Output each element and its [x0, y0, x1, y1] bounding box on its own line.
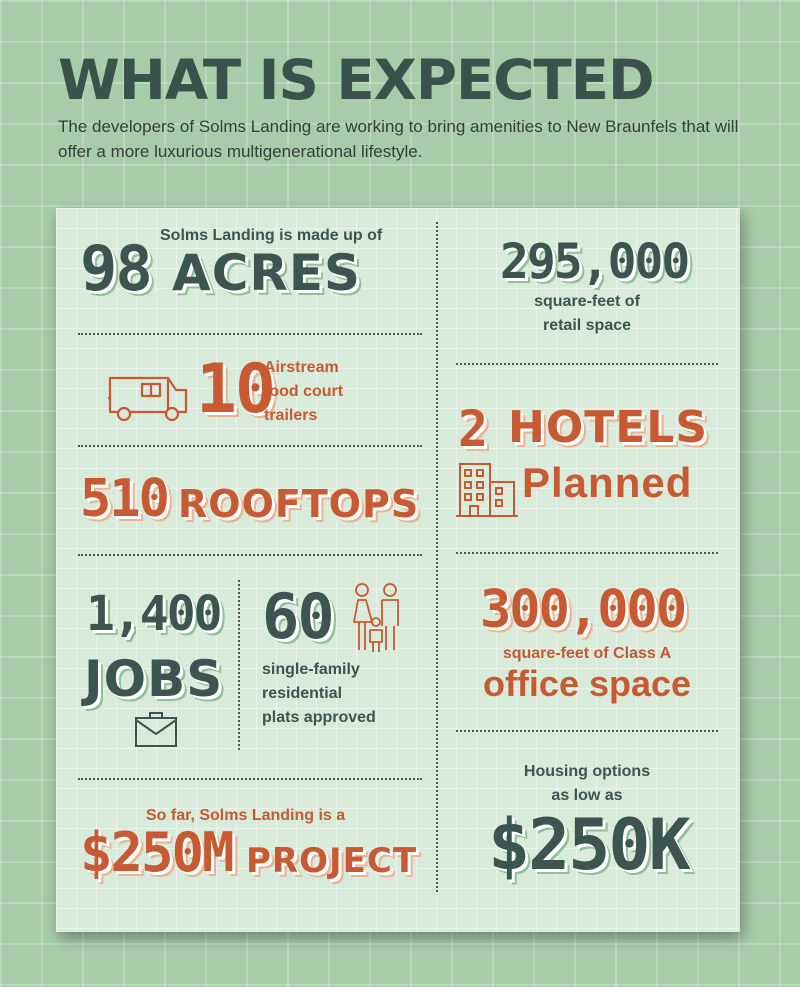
project-lead: So far, Solms Landing is a — [146, 807, 346, 824]
retail-line2: retail space — [542, 317, 632, 334]
food-number: 10 — [196, 350, 274, 429]
office-line2: office space — [482, 663, 692, 704]
food-line3: trailers — [264, 407, 318, 424]
divider — [78, 333, 422, 335]
hotels-sub: Planned — [522, 459, 693, 506]
rooftops-word: ROOFTOPS — [178, 482, 420, 526]
divider — [456, 552, 718, 554]
stats-panel — [56, 208, 740, 932]
center-divider — [436, 222, 438, 892]
food-line2: food court — [264, 383, 344, 400]
divider — [456, 730, 718, 732]
rooftops-number: 510 — [80, 469, 168, 529]
jobs-number: 1,400 — [86, 586, 221, 642]
hotels-number: 2 — [458, 400, 487, 458]
header — [58, 48, 778, 164]
food-truck-icon — [106, 368, 190, 428]
acres-number: 98 — [80, 232, 151, 305]
plats-line2: residential — [262, 685, 343, 702]
page-title: WHAT IS EXPECTED — [58, 48, 654, 112]
retail-number: 295,000 — [500, 234, 689, 290]
divider — [238, 580, 240, 750]
housing-line1: Housing options — [523, 763, 651, 780]
plats-line1: single-family — [262, 661, 360, 678]
food-line1: Airstream — [264, 359, 339, 376]
divider — [78, 554, 422, 556]
retail-line1: square-feet of — [534, 293, 640, 310]
jobs-word: JOBS — [84, 650, 224, 708]
divider — [78, 445, 422, 447]
project-word: PROJECT — [246, 841, 418, 881]
housing-number: $250K — [488, 804, 689, 886]
office-number: 300,000 — [480, 580, 686, 640]
hotels-word: HOTELS — [508, 402, 709, 453]
plats-line3: plats approved — [262, 709, 376, 726]
housing-line2: as low as — [551, 787, 623, 804]
briefcase-icon — [134, 710, 178, 752]
project-number: $250M — [80, 821, 233, 884]
office-line1: square-feet of Class A — [502, 645, 672, 662]
acres-unit: ACRES — [172, 244, 362, 302]
acres-lead: Solms Landing is made up of — [160, 227, 383, 244]
family-icon — [350, 582, 406, 658]
hotel-building-icon — [456, 460, 518, 524]
intro-text: The developers of Solms Landing are working to bring amenities to New Braunfels that will offer a more luxurious multigenerational lifestyle. — [58, 117, 739, 161]
plats-number: 60 — [262, 580, 333, 653]
divider — [78, 778, 422, 780]
divider — [456, 363, 718, 365]
